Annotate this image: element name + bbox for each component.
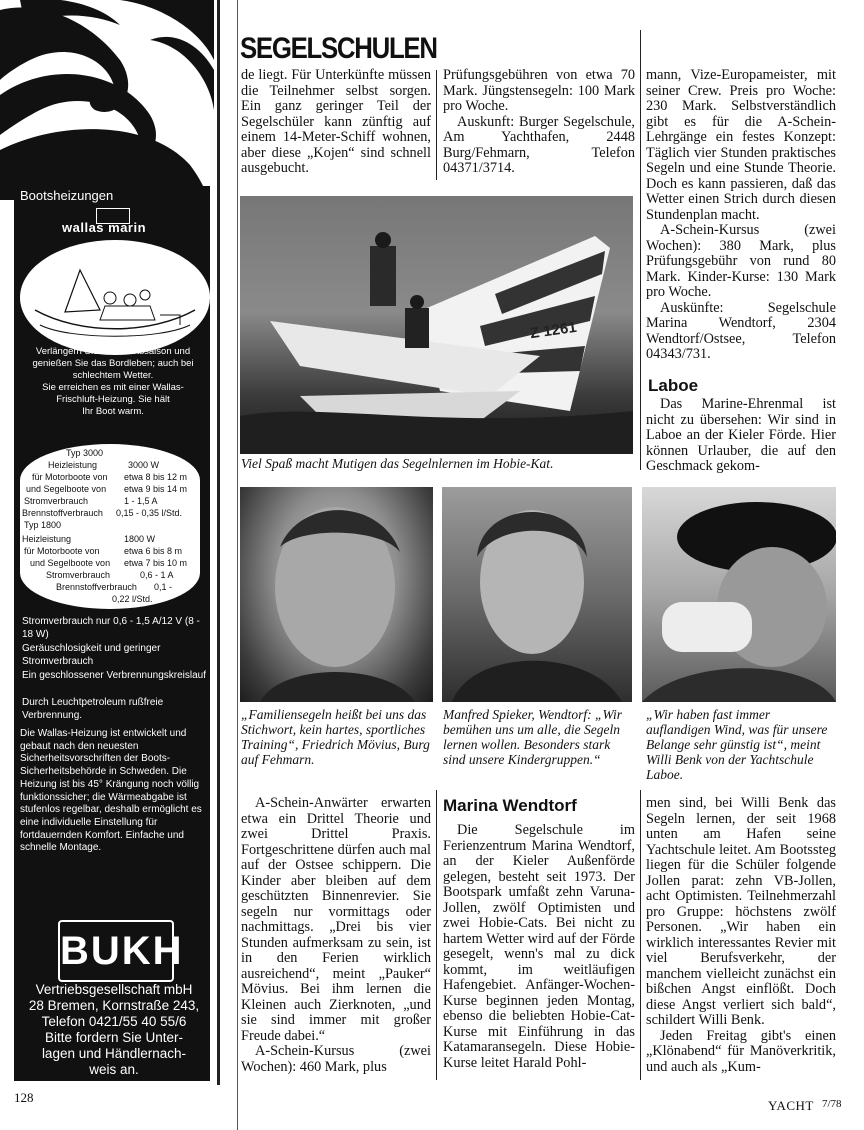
ad-contact-line: Vertriebsgesellschaft mbH <box>35 982 193 997</box>
magazine-name: YACHT <box>768 1098 814 1113</box>
bukh-logo <box>58 920 184 982</box>
bullet-dot <box>6 701 12 707</box>
bullet-dot <box>6 620 12 626</box>
spec-key: Typ 3000 <box>66 448 104 458</box>
bullet-dot <box>6 674 12 680</box>
caption-moevius: „Familiensegeln heißt bei uns das Stichwort, kein hartes, sportliches Training“, Friedrich Mövius, Burg auf Fehmarn. <box>241 707 430 767</box>
spec-key: Brennstoffverbrauch <box>22 508 103 518</box>
portrait-illustration <box>240 487 433 702</box>
ad-bullet: Stromverbrauch nur 0,6 - 1,5 A/12 V (8 - 18 W) <box>22 616 200 640</box>
ad-bullet-list <box>0 614 210 736</box>
spec-value: etwa 6 bis 8 m <box>124 546 183 556</box>
ad-bullet: Ein geschlossener Verbrennungskreislauf <box>22 670 206 681</box>
wave-graphic <box>0 0 214 200</box>
section-title-box <box>240 28 438 70</box>
paragraph: A-Schein-Kursus (zwei Wochen): 460 Mark, plus <box>241 1043 431 1075</box>
main-photo-caption: Viel Spaß macht Mutigen das Segelnlernen im Hobie-Kat. <box>241 456 554 471</box>
ad-illustration-circle <box>20 240 210 355</box>
ad-intro-line: Verlängern Sie Ihre Bootssaison und <box>35 346 191 357</box>
spec-value: 0,22 l/Std. <box>112 594 153 604</box>
paragraph: A-Schein-Kursus (zwei Wochen): 380 Mark, plus Prüfungsgebühr von rund 80 Mark. Kinder-Kurse: 130 Mark pro Woche. <box>646 222 836 300</box>
paragraph: Die Segelschule im Ferienzentrum Marina Wendtorf, an der Kieler Außenförde gelegen, besteht seit 1973. Der Bootspark umfaßt zehn Varuna-Jollen, zwölf Optimisten und zwei Hobie-Cats. Bei nicht zu hartem Wetter wird auf der Förde gesegelt, wenn's mal zu dick kommt, im weitläufigen Hafengebiet. Anfänger-Wochen-Kurse beginnen jeden Montag, ebenso die beliebten Hobie-Cat-Kurse mit Einführung in das Katamaransegeln. Diese Hobie-Kurse leitet Harald Pohl- <box>443 822 635 1071</box>
ad-intro-line: Ihr Boot warm. <box>82 406 144 417</box>
spec-key: Stromverbrauch <box>24 496 89 506</box>
portrait-spieker <box>442 487 632 702</box>
column-1-top <box>241 68 431 177</box>
bukh-logo-text: BUKH <box>60 929 184 973</box>
gutter-rule <box>217 0 220 1085</box>
spec-value: 0,1 - <box>154 582 173 592</box>
portrait-illustration <box>642 487 836 702</box>
ad-contact-line: lagen und Händlernach- <box>41 1046 187 1061</box>
paragraph: de liegt. Für Unterkünfte müssen die Teilnehmer selbst sorgen. Ein ganz geringer Teil der Segelschüler kann zünftig auf einem 14-Meter-Schiff wohnen, aber diese „Kojen“ sind schnell ausgebucht. <box>241 67 431 176</box>
ad-contact <box>18 982 210 1078</box>
ad-spec-table <box>20 444 200 609</box>
ad-intro-text <box>18 346 208 418</box>
paragraph: A-Schein-Anwärter erwarten etwa ein Drittel Theorie und zwei Drittel Praxis. Fortgeschrittene dürfen auch mal auf der Ostsee schippern. Die Kinder aber bleiben auf dem geschützten Binnenrevier. Sie segeln nur vormittags oder nachmittags. „Drei bis vier Stunden aufmerksam zu sein, ist in den Ferien wirklich ausreichend“, meint „Pauker“ Mövius. Bei ihm lernen die Kleinen auch Zierknoten, „und sie sind immer mit großer Freude dabei.“ <box>241 795 431 1044</box>
bullet-dot <box>6 647 12 653</box>
spec-key: und Segelboote von <box>30 558 111 568</box>
portrait-moevius <box>240 487 433 702</box>
paragraph: men sind, bei Willi Benk das Segeln lernen, der seit 1968 unten am Hafen seine Yachtschule leitet. Am Bootssteg liegen für die Schüler folgende Jollen parat: zehn VB-Jollen, acht Optimisten. Teilnehmerzahl pro Gruppe: höchstens zwölf Personen. „Wir haben ein wirklich interessantes Revier mit viel Berufsverkehr, der manchem vielleicht zunächst ein bißchen Angst einflößt. Doch diese Angst verliert sich bald“, schildert Willi Benk. <box>646 795 836 1028</box>
caption-benk: „Wir haben fast immer auflandigen Wind, was für unsere Belange sehr günstig ist“, meint Willi Benk von der Yachtschule Laboe. <box>646 707 828 782</box>
ad-body-text: Die Wallas-Heizung ist entwickelt und gebaut nach den neuesten Sicherheitsvorschriften der Boots-Sicherheitsbehörde in Schweden. Die Heizung ist bis 45° Krängung noch völlig funktionssicher; die Wärmeabgabe ist stufenlos regelbar, deshalb ermöglicht es eine individuelle Einstellung für fortdauernden Komfort. Einfache und schnelle Montage. <box>20 728 202 854</box>
spec-key: Typ 1800 <box>24 520 62 530</box>
marina-text <box>443 823 635 1071</box>
spec-key: und Segelboote von <box>26 484 107 494</box>
spec-value: 0,6 - 1 A <box>140 570 174 580</box>
page-number: 128 <box>14 1090 34 1105</box>
column-rule <box>640 790 641 1080</box>
spec-value: etwa 8 bis 12 m <box>124 472 188 482</box>
ad-intro-line: genießen Sie das Bordleben; auch bei <box>32 358 194 369</box>
spec-value: 1800 W <box>124 534 156 544</box>
ad-heading: Bootsheizungen <box>20 188 114 203</box>
heading-laboe: Laboe <box>648 376 699 395</box>
heading-marina-wendtorf: Marina Wendtorf <box>443 796 577 815</box>
caption-spieker: Manfred Spieker, Wendtorf: „Wir bemühen uns um alle, die Segeln lernen wollen. Besonders stark sind unsere Kindergruppen.“ <box>443 707 622 767</box>
ad-contact-line: Telefon 0421/55 40 55/6 <box>41 1014 187 1029</box>
ad-intro-line: schlechtem Wetter. <box>72 370 154 381</box>
paragraph: Das Marine-Ehrenmal ist nicht zu übersehen: Wir sind in Laboe an der Kieler Förde. Hier können Urlauber, die auf den Geschmack gekom- <box>646 396 836 474</box>
column-3-bottom <box>646 796 836 1075</box>
boat-cabin-illustration <box>20 240 210 355</box>
spec-key: Stromverbrauch <box>46 570 111 580</box>
column-rule <box>436 790 437 1080</box>
portrait-illustration <box>442 487 632 702</box>
spec-value: etwa 7 bis 10 m <box>124 558 188 568</box>
wallas-advertisement <box>0 0 214 1085</box>
laboe-text <box>646 397 836 475</box>
ad-bullet: Geräuschlosigkeit und geringer Stromverbrauch <box>22 643 161 667</box>
catamaran-photo <box>240 196 633 454</box>
spec-value: 0,15 - 0,35 l/Std. <box>116 508 183 518</box>
sail-number: Z 1261 <box>529 318 578 343</box>
column-3-top <box>646 68 836 363</box>
section-title: SEGELSCHULEN <box>240 32 437 65</box>
column-rule <box>640 30 641 470</box>
paragraph: Auskünfte: Segelschule Marina Wendtorf, 2304 Wendtorf/Ostsee, Telefon 04343/731. <box>646 299 836 362</box>
ad-bullet: Durch Leuchtpetroleum rußfreie Verbrennung. <box>22 697 164 721</box>
ad-brand: wallas marin <box>62 220 147 235</box>
paragraph: Auskunft: Burger Segelschule, Am Yachthafen, 2448 Burg/Fehmarn, Telefon 04371/3714. <box>443 113 635 176</box>
issue-number: 7/78 <box>822 1098 842 1110</box>
column-1-bottom <box>241 796 431 1075</box>
paragraph: Prüfungsgebühren von etwa 70 Mark. Jüngstensegeln: 100 Mark pro Woche. <box>443 67 635 114</box>
spec-value: etwa 9 bis 14 m <box>124 484 188 494</box>
spec-value: 3000 W <box>128 460 160 470</box>
paragraph: mann, Vize-Europameister, mit seiner Crew. Preis pro Woche: 230 Mark. Selbstverständlich gibt es für die A-Schein-Lehrgänge ein festes Konzept: Täglich vier Stunden praktisches Segeln und eine Stunde Theorie. Doch es kann passieren, daß das Wetter einen Strich durch diesen Stundenplan macht. <box>646 67 836 223</box>
ad-contact-line: Bitte fordern Sie Unter- <box>44 1030 184 1045</box>
ad-intro-line: Sie erreichen es mit einer Wallas- <box>42 382 184 393</box>
paragraph: Jeden Freitag gibt's einen „Klönabend“ für Manöverkritik, und auch als „Kum- <box>646 1027 836 1075</box>
column-2-top <box>443 68 635 177</box>
column-rule <box>436 70 437 180</box>
spec-value: 1 - 1,5 A <box>124 496 158 506</box>
spec-key: Brennstoffverbrauch <box>56 582 137 592</box>
portrait-benk <box>642 487 836 702</box>
spec-key: Heizleistung <box>48 460 98 470</box>
ad-intro-line: Frischluft-Heizung. Sie hält <box>56 394 170 405</box>
ad-contact-line: 28 Bremen, Kornstraße 243, <box>28 998 200 1013</box>
spec-key: für Motorboote von <box>24 546 100 556</box>
spec-key: für Motorboote von <box>32 472 108 482</box>
ad-contact-line: weis an. <box>89 1062 139 1077</box>
gutter-rule <box>237 0 238 1130</box>
spec-key: Heizleistung <box>22 534 72 544</box>
